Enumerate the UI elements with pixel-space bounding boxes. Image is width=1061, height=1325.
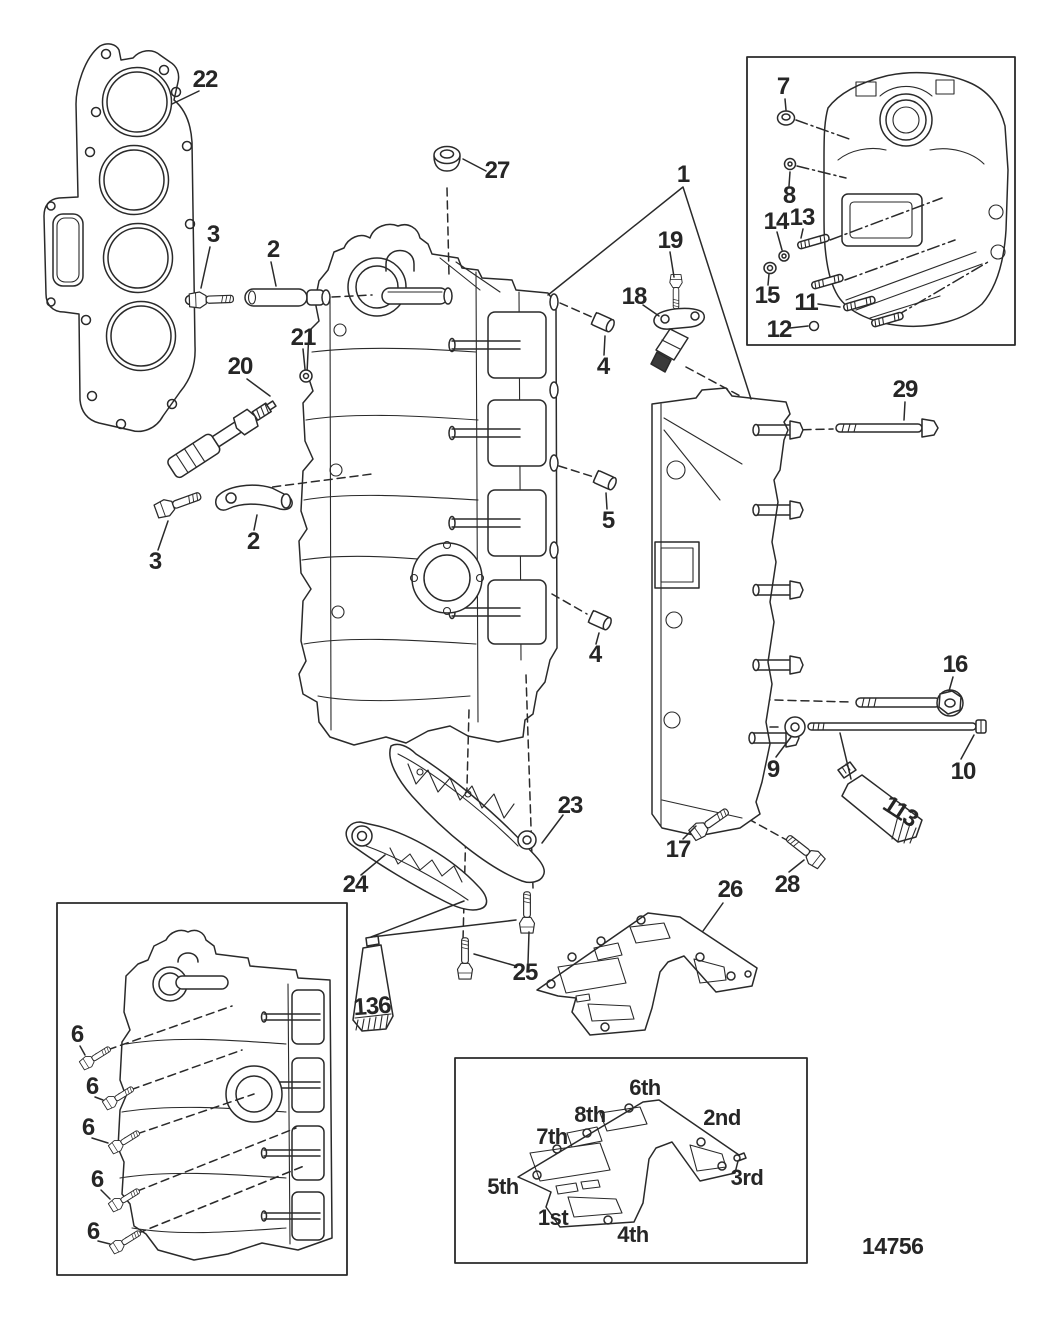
callout-label: 3: [148, 548, 162, 575]
callout-label: 8: [782, 182, 796, 209]
exhaust-gasket-26-drawing: [537, 913, 757, 1035]
anode-bracket-drawing: [216, 485, 292, 510]
callout-label: 17: [665, 836, 691, 863]
callout-label: 22: [192, 66, 218, 93]
o-ring-drawing: [300, 370, 312, 382]
torque-sequence-label: 3rd: [730, 1165, 764, 1190]
bolt-drawing: [154, 488, 204, 520]
callout-label: 6: [81, 1114, 95, 1141]
callout-label: 28: [774, 871, 800, 898]
long-bolt-29-drawing: [836, 419, 938, 437]
callout-label: 136: [352, 991, 392, 1022]
torque-sequence-label: 8th: [574, 1102, 606, 1127]
callout-label: 2: [246, 528, 260, 555]
washer-9-drawing: [785, 717, 805, 737]
callout-label: 14: [763, 208, 789, 235]
bolt-28-drawing: [783, 831, 826, 870]
callout-label: 21: [290, 324, 316, 351]
callout-label: 20: [227, 353, 253, 380]
callout-label: 4: [588, 641, 602, 668]
stud-10-drawing: [808, 720, 986, 733]
torque-sequence-label: 7th: [536, 1124, 568, 1149]
head-gasket-drawing: [44, 44, 195, 431]
torque-sequence-label: 2nd: [703, 1105, 741, 1130]
callout-label: 11: [794, 289, 818, 316]
crankcase-cover-drawing: [652, 388, 803, 836]
callout-label: 16: [942, 651, 968, 678]
callout-label: 27: [484, 157, 510, 184]
callout-label: 6: [85, 1073, 99, 1100]
callout-label: 3: [206, 221, 220, 248]
drawing-number: 14756: [862, 1233, 924, 1259]
callout-label: 25: [512, 959, 538, 986]
knock-sensor-drawing: [651, 275, 704, 372]
callout-label: 1: [676, 161, 690, 188]
anode-tube-drawing: [245, 289, 330, 306]
callout-label: 5: [601, 507, 615, 534]
callout-label: 18: [621, 283, 647, 310]
inset-block-plugs-view: [57, 903, 347, 1275]
callout-label: 13: [789, 204, 815, 231]
callout-label: 24: [342, 871, 368, 898]
callout-label: 10: [950, 758, 976, 785]
temp-sensor-drawing: [166, 394, 280, 479]
callout-label: 6: [86, 1218, 100, 1245]
bolt-16-drawing: [856, 690, 963, 716]
callout-label: 19: [657, 227, 683, 254]
torque-sequence-label: 1st: [537, 1205, 569, 1230]
torque-sequence-label: 6th: [629, 1075, 661, 1100]
callout-label: 2: [266, 236, 280, 263]
callout-label: 12: [766, 316, 792, 343]
callout-label: 23: [557, 792, 583, 819]
torque-sequence-label: 4th: [617, 1222, 649, 1247]
callout-label: 113: [877, 790, 923, 833]
callout-label: 9: [766, 756, 780, 783]
bolt-drawing: [189, 291, 234, 309]
callout-label: 15: [754, 282, 780, 309]
grommet-drawing: [434, 147, 460, 172]
callout-label: 6: [70, 1021, 84, 1048]
cylinder-block-drawing: [299, 225, 558, 746]
callout-label: 4: [596, 353, 610, 380]
callout-label: 7: [776, 73, 790, 100]
torque-sequence-label: 5th: [487, 1174, 519, 1199]
callout-label: 29: [892, 376, 918, 403]
callout-label: 6: [90, 1166, 104, 1193]
callout-label: 26: [717, 876, 743, 903]
